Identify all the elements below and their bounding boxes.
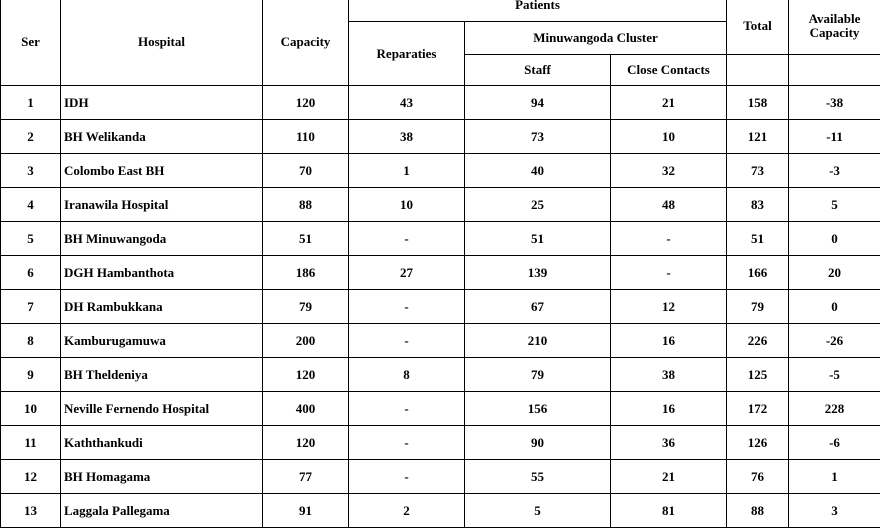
header-available-capacity — [789, 0, 880, 55]
header-patients: Patients — [349, 0, 727, 22]
cell-close-contacts: 36 — [611, 426, 727, 460]
cell-total: 76 — [727, 460, 789, 494]
table-row — [1, 86, 880, 120]
table-row — [1, 460, 880, 494]
cell-staff: 40 — [465, 154, 611, 188]
cell-hospital: Colombo East BH — [61, 154, 263, 188]
cell-available-capacity: 20 — [789, 256, 880, 290]
cell-hospital: Kaththankudi — [61, 426, 263, 460]
cell-hospital: DGH Hambanthota — [61, 256, 263, 290]
cell-reparaties: - — [349, 290, 465, 324]
cell-reparaties: 2 — [349, 494, 465, 528]
cell-reparaties: 10 — [349, 188, 465, 222]
cell-capacity: 120 — [263, 426, 349, 460]
header-ser: Ser — [1, 0, 61, 86]
header-total-blank — [727, 55, 789, 86]
table-row — [1, 290, 880, 324]
cell-close-contacts: - — [611, 256, 727, 290]
cell-hospital: BH Theldeniya — [61, 358, 263, 392]
table-row — [1, 324, 880, 358]
table-row — [1, 222, 880, 256]
cell-hospital: DH Rambukkana — [61, 290, 263, 324]
cell-total: 172 — [727, 392, 789, 426]
header-hospital: Hospital — [61, 0, 263, 86]
cell-available-capacity: 0 — [789, 290, 880, 324]
cell-available-capacity: -5 — [789, 358, 880, 392]
cell-ser: 6 — [1, 256, 61, 290]
cell-staff: 94 — [465, 86, 611, 120]
cell-staff: 25 — [465, 188, 611, 222]
cell-total: 88 — [727, 494, 789, 528]
cell-total: 158 — [727, 86, 789, 120]
header-close-contacts: Close Contacts — [611, 55, 727, 86]
cell-capacity: 120 — [263, 86, 349, 120]
cell-ser: 4 — [1, 188, 61, 222]
cell-ser: 5 — [1, 222, 61, 256]
cell-reparaties: - — [349, 392, 465, 426]
cell-close-contacts: - — [611, 222, 727, 256]
table-body — [1, 86, 880, 528]
header-available-blank — [789, 55, 880, 86]
cell-total: 166 — [727, 256, 789, 290]
table-row — [1, 120, 880, 154]
cell-capacity: 400 — [263, 392, 349, 426]
cell-total: 73 — [727, 154, 789, 188]
cell-capacity: 186 — [263, 256, 349, 290]
cell-hospital: Laggala Pallegama — [61, 494, 263, 528]
cell-available-capacity: 0 — [789, 222, 880, 256]
cell-ser: 9 — [1, 358, 61, 392]
cell-available-capacity: 5 — [789, 188, 880, 222]
cell-reparaties: - — [349, 324, 465, 358]
header-reparaties: Reparaties — [349, 22, 465, 86]
cell-total: 126 — [727, 426, 789, 460]
cell-available-capacity: 1 — [789, 460, 880, 494]
cell-available-capacity: -11 — [789, 120, 880, 154]
cell-hospital: BH Homagama — [61, 460, 263, 494]
cell-total: 125 — [727, 358, 789, 392]
cell-ser: 2 — [1, 120, 61, 154]
cell-staff: 55 — [465, 460, 611, 494]
cell-ser: 8 — [1, 324, 61, 358]
cell-ser: 11 — [1, 426, 61, 460]
table-row — [1, 256, 880, 290]
cell-staff: 5 — [465, 494, 611, 528]
cell-available-capacity: -3 — [789, 154, 880, 188]
cell-reparaties: 27 — [349, 256, 465, 290]
cell-reparaties: 8 — [349, 358, 465, 392]
header-capacity: Capacity — [263, 0, 349, 86]
cell-capacity: 110 — [263, 120, 349, 154]
cell-hospital: BH Welikanda — [61, 120, 263, 154]
cell-capacity: 120 — [263, 358, 349, 392]
cell-available-capacity: 228 — [789, 392, 880, 426]
cell-hospital: IDH — [61, 86, 263, 120]
cell-total: 226 — [727, 324, 789, 358]
cell-close-contacts: 16 — [611, 324, 727, 358]
cell-available-capacity: -38 — [789, 86, 880, 120]
table-row — [1, 426, 880, 460]
cell-staff: 67 — [465, 290, 611, 324]
cell-close-contacts: 32 — [611, 154, 727, 188]
cell-reparaties: 43 — [349, 86, 465, 120]
cell-capacity: 77 — [263, 460, 349, 494]
header-available-line1: Available — [808, 11, 861, 26]
cell-close-contacts: 48 — [611, 188, 727, 222]
cell-hospital: Kamburugamuwa — [61, 324, 263, 358]
cell-capacity: 200 — [263, 324, 349, 358]
cell-total: 121 — [727, 120, 789, 154]
cell-staff: 156 — [465, 392, 611, 426]
table-header — [1, 0, 880, 86]
cell-staff: 51 — [465, 222, 611, 256]
header-available-line2: Capacity — [809, 25, 860, 40]
cell-reparaties: - — [349, 460, 465, 494]
cell-close-contacts: 10 — [611, 120, 727, 154]
cell-reparaties: - — [349, 222, 465, 256]
cell-available-capacity: 3 — [789, 494, 880, 528]
cell-ser: 1 — [1, 86, 61, 120]
cell-close-contacts: 16 — [611, 392, 727, 426]
cell-capacity: 79 — [263, 290, 349, 324]
cell-ser: 12 — [1, 460, 61, 494]
cell-close-contacts: 12 — [611, 290, 727, 324]
cell-ser: 10 — [1, 392, 61, 426]
cell-capacity: 88 — [263, 188, 349, 222]
cell-ser: 3 — [1, 154, 61, 188]
cell-staff: 139 — [465, 256, 611, 290]
cell-hospital: BH Minuwangoda — [61, 222, 263, 256]
cell-total: 79 — [727, 290, 789, 324]
cell-close-contacts: 38 — [611, 358, 727, 392]
cell-reparaties: 38 — [349, 120, 465, 154]
table-row — [1, 392, 880, 426]
cell-reparaties: 1 — [349, 154, 465, 188]
cell-close-contacts: 21 — [611, 86, 727, 120]
cell-close-contacts: 81 — [611, 494, 727, 528]
cell-staff: 90 — [465, 426, 611, 460]
table-row — [1, 494, 880, 528]
table-row — [1, 188, 880, 222]
cell-total: 83 — [727, 188, 789, 222]
cell-available-capacity: -6 — [789, 426, 880, 460]
cell-ser: 13 — [1, 494, 61, 528]
cell-staff: 210 — [465, 324, 611, 358]
cell-reparaties: - — [349, 426, 465, 460]
cell-hospital: Neville Fernendo Hospital — [61, 392, 263, 426]
cell-close-contacts: 21 — [611, 460, 727, 494]
cell-available-capacity: -26 — [789, 324, 880, 358]
cell-total: 51 — [727, 222, 789, 256]
cell-capacity: 70 — [263, 154, 349, 188]
cell-hospital: Iranawila Hospital — [61, 188, 263, 222]
header-staff: Staff — [465, 55, 611, 86]
table-row — [1, 358, 880, 392]
cell-capacity: 51 — [263, 222, 349, 256]
header-cluster: Minuwangoda Cluster — [465, 22, 727, 55]
cell-staff: 79 — [465, 358, 611, 392]
header-total: Total — [727, 0, 789, 55]
table-row — [1, 154, 880, 188]
cell-ser: 7 — [1, 290, 61, 324]
cell-capacity: 91 — [263, 494, 349, 528]
cell-staff: 73 — [465, 120, 611, 154]
